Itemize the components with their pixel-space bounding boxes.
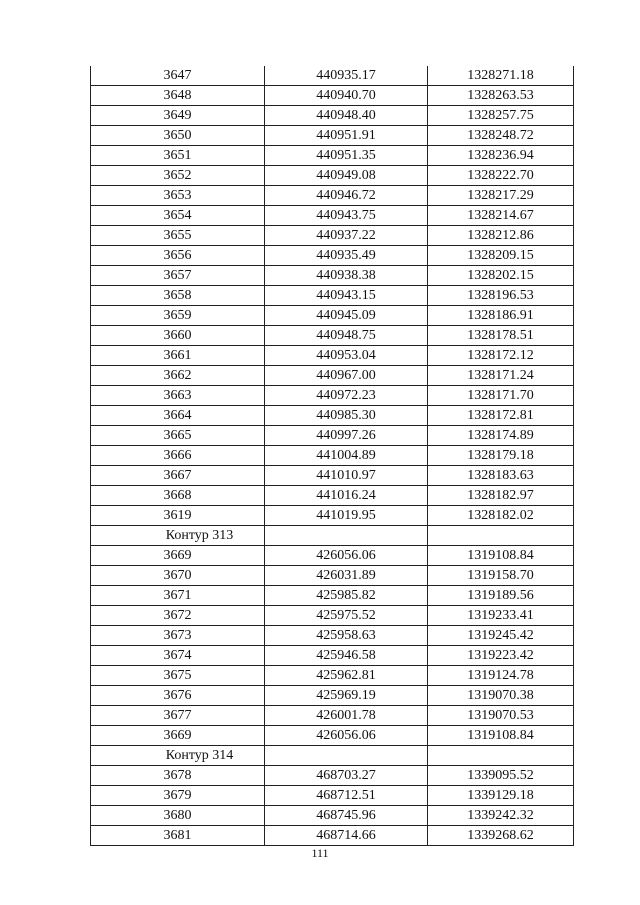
point-number-cell: 3650	[91, 126, 265, 146]
y-coordinate-cell: 1328248.72	[428, 126, 574, 146]
x-coordinate-cell: 426056.06	[265, 546, 428, 566]
table-row	[91, 626, 574, 646]
point-number-cell: 3659	[91, 306, 265, 326]
table-row	[91, 146, 574, 166]
table-row	[91, 806, 574, 826]
y-coordinate-cell: 1328214.67	[428, 206, 574, 226]
point-number-cell: 3675	[91, 666, 265, 686]
y-coordinate-cell: 1319108.84	[428, 726, 574, 746]
y-coordinate-cell: 1319070.53	[428, 706, 574, 726]
point-number-cell: 3677	[91, 706, 265, 726]
contour-header-row	[91, 746, 574, 766]
x-coordinate-cell: 441016.24	[265, 486, 428, 506]
y-coordinate-cell: 1319158.70	[428, 566, 574, 586]
coordinates-table-body	[91, 66, 574, 846]
point-number-cell: 3653	[91, 186, 265, 206]
x-coordinate-cell: 440985.30	[265, 406, 428, 426]
y-coordinate-cell: 1328182.97	[428, 486, 574, 506]
x-coordinate-cell: 440972.23	[265, 386, 428, 406]
x-coordinate-cell: 468703.27	[265, 766, 428, 786]
table-row	[91, 726, 574, 746]
contour-label: Контур 313	[91, 526, 265, 546]
table-row	[91, 366, 574, 386]
y-coordinate-cell: 1339095.52	[428, 766, 574, 786]
x-coordinate-cell: 440945.09	[265, 306, 428, 326]
y-coordinate-cell: 1339242.32	[428, 806, 574, 826]
x-coordinate-cell: 440948.40	[265, 106, 428, 126]
x-coordinate-cell: 440946.72	[265, 186, 428, 206]
y-coordinate-cell: 1328236.94	[428, 146, 574, 166]
point-number-cell: 3648	[91, 86, 265, 106]
table-row	[91, 766, 574, 786]
point-number-cell: 3681	[91, 826, 265, 846]
x-coordinate-cell: 425969.19	[265, 686, 428, 706]
y-coordinate-cell: 1328171.70	[428, 386, 574, 406]
point-number-cell: 3661	[91, 346, 265, 366]
point-number-cell: 3669	[91, 726, 265, 746]
y-coordinate-cell: 1328196.53	[428, 286, 574, 306]
x-coordinate-cell: 441004.89	[265, 446, 428, 466]
y-coordinate-cell: 1319108.84	[428, 546, 574, 566]
y-coordinate-cell: 1339268.62	[428, 826, 574, 846]
table-row	[91, 206, 574, 226]
point-number-cell: 3655	[91, 226, 265, 246]
x-coordinate-cell: 440938.38	[265, 266, 428, 286]
y-coordinate-cell: 1328179.18	[428, 446, 574, 466]
x-coordinate-cell: 440967.00	[265, 366, 428, 386]
table-row	[91, 706, 574, 726]
table-row	[91, 126, 574, 146]
contour-label: Контур 314	[91, 746, 265, 766]
x-coordinate-cell: 440948.75	[265, 326, 428, 346]
point-number-cell: 3667	[91, 466, 265, 486]
table-row	[91, 306, 574, 326]
x-coordinate-cell: 440943.75	[265, 206, 428, 226]
point-number-cell: 3665	[91, 426, 265, 446]
x-coordinate-cell: 441010.97	[265, 466, 428, 486]
table-row	[91, 826, 574, 846]
y-coordinate-cell: 1339129.18	[428, 786, 574, 806]
point-number-cell: 3672	[91, 606, 265, 626]
point-number-cell: 3647	[91, 66, 265, 86]
table-row	[91, 586, 574, 606]
y-coordinate-cell: 1319124.78	[428, 666, 574, 686]
table-row	[91, 666, 574, 686]
x-coordinate-cell: 440935.17	[265, 66, 428, 86]
y-coordinate-cell: 1328209.15	[428, 246, 574, 266]
x-coordinate-cell: 440935.49	[265, 246, 428, 266]
x-coordinate-cell: 440940.70	[265, 86, 428, 106]
x-coordinate-cell: 440943.15	[265, 286, 428, 306]
y-coordinate-cell: 1328202.15	[428, 266, 574, 286]
table-row	[91, 326, 574, 346]
x-coordinate-cell: 440997.26	[265, 426, 428, 446]
empty-cell	[265, 526, 428, 546]
table-row	[91, 686, 574, 706]
x-coordinate-cell: 426056.06	[265, 726, 428, 746]
table-row	[91, 186, 574, 206]
y-coordinate-cell: 1328174.89	[428, 426, 574, 446]
table-row	[91, 66, 574, 86]
table-row	[91, 466, 574, 486]
point-number-cell: 3662	[91, 366, 265, 386]
page-number: 111	[311, 846, 329, 860]
point-number-cell: 3669	[91, 546, 265, 566]
point-number-cell: 3679	[91, 786, 265, 806]
x-coordinate-cell: 426031.89	[265, 566, 428, 586]
y-coordinate-cell: 1328271.18	[428, 66, 574, 86]
table-row	[91, 86, 574, 106]
x-coordinate-cell: 468745.96	[265, 806, 428, 826]
empty-cell	[428, 526, 574, 546]
y-coordinate-cell: 1328172.81	[428, 406, 574, 426]
x-coordinate-cell: 440937.22	[265, 226, 428, 246]
y-coordinate-cell: 1319070.38	[428, 686, 574, 706]
table-row	[91, 406, 574, 426]
x-coordinate-cell: 425958.63	[265, 626, 428, 646]
point-number-cell: 3676	[91, 686, 265, 706]
point-number-cell: 3660	[91, 326, 265, 346]
empty-cell	[428, 746, 574, 766]
point-number-cell: 3671	[91, 586, 265, 606]
table-row	[91, 426, 574, 446]
table-row	[91, 346, 574, 366]
table-row	[91, 786, 574, 806]
table-row	[91, 266, 574, 286]
x-coordinate-cell: 440953.04	[265, 346, 428, 366]
y-coordinate-cell: 1319233.41	[428, 606, 574, 626]
table-row	[91, 446, 574, 466]
table-row	[91, 286, 574, 306]
y-coordinate-cell: 1328183.63	[428, 466, 574, 486]
table-row	[91, 106, 574, 126]
point-number-cell: 3663	[91, 386, 265, 406]
y-coordinate-cell: 1328263.53	[428, 86, 574, 106]
y-coordinate-cell: 1328222.70	[428, 166, 574, 186]
point-number-cell: 3656	[91, 246, 265, 266]
y-coordinate-cell: 1319223.42	[428, 646, 574, 666]
coordinates-table	[90, 66, 574, 846]
contour-header-row	[91, 526, 574, 546]
y-coordinate-cell: 1328212.86	[428, 226, 574, 246]
point-number-cell: 3652	[91, 166, 265, 186]
y-coordinate-cell: 1328257.75	[428, 106, 574, 126]
empty-cell	[265, 746, 428, 766]
point-number-cell: 3680	[91, 806, 265, 826]
table-row	[91, 166, 574, 186]
table-row	[91, 246, 574, 266]
point-number-cell: 3651	[91, 146, 265, 166]
point-number-cell: 3654	[91, 206, 265, 226]
x-coordinate-cell: 468712.51	[265, 786, 428, 806]
y-coordinate-cell: 1328172.12	[428, 346, 574, 366]
point-number-cell: 3619	[91, 506, 265, 526]
x-coordinate-cell: 440949.08	[265, 166, 428, 186]
point-number-cell: 3658	[91, 286, 265, 306]
point-number-cell: 3670	[91, 566, 265, 586]
y-coordinate-cell: 1328178.51	[428, 326, 574, 346]
x-coordinate-cell: 426001.78	[265, 706, 428, 726]
x-coordinate-cell: 440951.35	[265, 146, 428, 166]
y-coordinate-cell: 1319245.42	[428, 626, 574, 646]
y-coordinate-cell: 1328182.02	[428, 506, 574, 526]
x-coordinate-cell: 468714.66	[265, 826, 428, 846]
y-coordinate-cell: 1328171.24	[428, 366, 574, 386]
point-number-cell: 3673	[91, 626, 265, 646]
x-coordinate-cell: 440951.91	[265, 126, 428, 146]
table-row	[91, 486, 574, 506]
x-coordinate-cell: 425975.52	[265, 606, 428, 626]
point-number-cell: 3664	[91, 406, 265, 426]
x-coordinate-cell: 441019.95	[265, 506, 428, 526]
point-number-cell: 3678	[91, 766, 265, 786]
table-row	[91, 506, 574, 526]
point-number-cell: 3657	[91, 266, 265, 286]
table-row	[91, 646, 574, 666]
table-row	[91, 226, 574, 246]
table-row	[91, 546, 574, 566]
table-row	[91, 386, 574, 406]
y-coordinate-cell: 1319189.56	[428, 586, 574, 606]
point-number-cell: 3674	[91, 646, 265, 666]
point-number-cell: 3649	[91, 106, 265, 126]
point-number-cell: 3666	[91, 446, 265, 466]
x-coordinate-cell: 425962.81	[265, 666, 428, 686]
x-coordinate-cell: 425985.82	[265, 586, 428, 606]
point-number-cell: 3668	[91, 486, 265, 506]
x-coordinate-cell: 425946.58	[265, 646, 428, 666]
table-row	[91, 566, 574, 586]
y-coordinate-cell: 1328217.29	[428, 186, 574, 206]
table-row	[91, 606, 574, 626]
y-coordinate-cell: 1328186.91	[428, 306, 574, 326]
